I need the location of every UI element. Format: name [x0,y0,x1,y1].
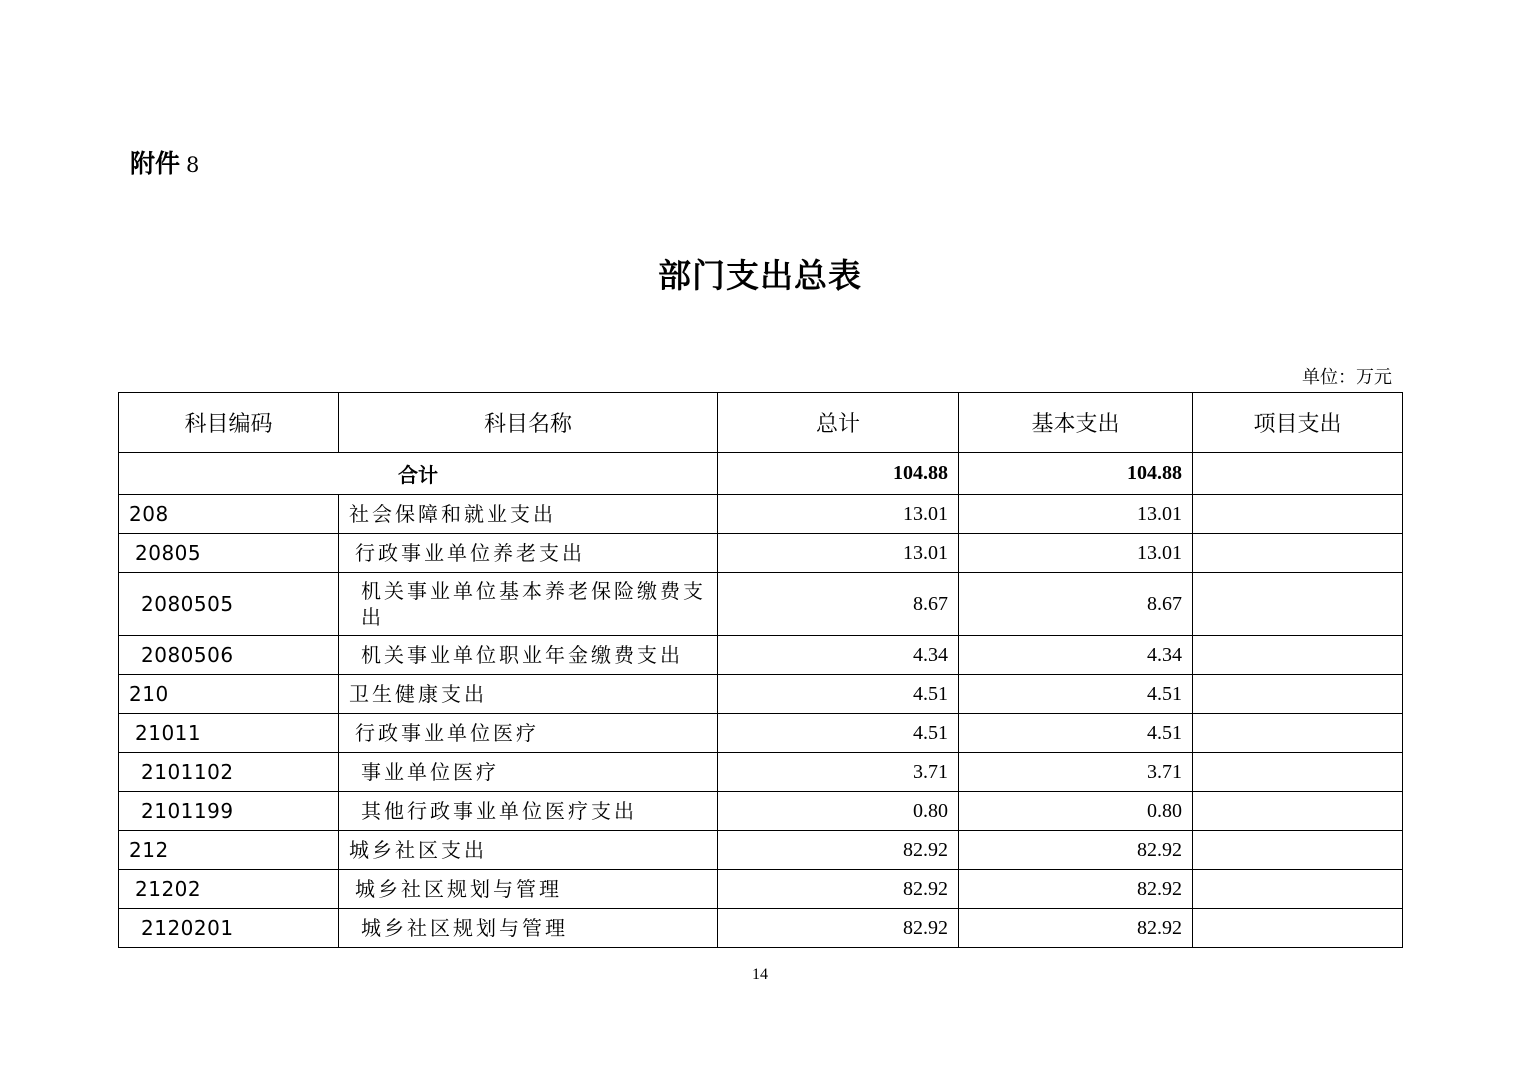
table-row [119,831,1403,870]
row-total: 4.51 [718,714,959,753]
table-header-row [119,393,1403,453]
row-total: 8.67 [718,573,959,636]
row-project [1193,870,1403,909]
row-basic: 8.67 [959,573,1193,636]
row-total: 4.51 [718,675,959,714]
row-project [1193,714,1403,753]
total-label: 合计 [119,453,718,495]
row-basic: 82.92 [959,909,1193,948]
table-row [119,870,1403,909]
row-project [1193,831,1403,870]
row-project [1193,675,1403,714]
table-row [119,792,1403,831]
row-code: 2120201 [119,909,339,948]
row-name: 其他行政事业单位医疗支出 [339,792,718,831]
row-project [1193,909,1403,948]
row-project [1193,792,1403,831]
row-code: 208 [119,495,339,534]
unit-label: 单位：万元 [1302,367,1392,388]
table-row [119,573,1403,636]
row-basic: 3.71 [959,753,1193,792]
row-name: 行政事业单位养老支出 [339,534,718,573]
row-name: 行政事业单位医疗 [339,714,718,753]
row-basic: 4.34 [959,636,1193,675]
row-code: 2101102 [119,753,339,792]
row-name: 城乡社区支出 [339,831,718,870]
row-project [1193,753,1403,792]
table-row [119,636,1403,675]
row-project [1193,495,1403,534]
row-name: 社会保障和就业支出 [339,495,718,534]
total-project [1193,453,1403,495]
row-code: 21202 [119,870,339,909]
header-name: 科目名称 [339,393,718,453]
row-total: 13.01 [718,534,959,573]
row-basic: 4.51 [959,675,1193,714]
total-total: 104.88 [718,453,959,495]
row-code: 2080506 [119,636,339,675]
page-title: 部门支出总表 [658,256,862,295]
header-code: 科目编码 [119,393,339,453]
expenditure-table [118,392,1403,948]
header-project: 项目支出 [1193,393,1403,453]
row-basic: 4.51 [959,714,1193,753]
table-row [119,714,1403,753]
row-code: 20805 [119,534,339,573]
row-total: 82.92 [718,831,959,870]
row-name: 城乡社区规划与管理 [339,870,718,909]
table-row [119,495,1403,534]
table-row [119,675,1403,714]
row-basic: 13.01 [959,495,1193,534]
row-total: 4.34 [718,636,959,675]
total-basic: 104.88 [959,453,1193,495]
row-code: 2101199 [119,792,339,831]
row-name: 机关事业单位基本养老保险缴费支出 [339,573,718,636]
row-code: 2080505 [119,573,339,636]
row-project [1193,636,1403,675]
attachment-number: 8 [186,153,200,177]
page-number: 14 [752,966,768,983]
table-row [119,909,1403,948]
row-code: 210 [119,675,339,714]
header-basic: 基本支出 [959,393,1193,453]
row-total: 0.80 [718,792,959,831]
total-row [119,453,1403,495]
attachment-text: 附件 [130,149,181,178]
row-name: 事业单位医疗 [339,753,718,792]
row-code: 21011 [119,714,339,753]
row-basic: 82.92 [959,870,1193,909]
row-basic: 0.80 [959,792,1193,831]
row-project [1193,573,1403,636]
table-row [119,753,1403,792]
row-name: 机关事业单位职业年金缴费支出 [339,636,718,675]
table-row [119,534,1403,573]
row-total: 13.01 [718,495,959,534]
header-total: 总计 [718,393,959,453]
row-total: 82.92 [718,870,959,909]
attachment-label [130,144,199,180]
row-code: 212 [119,831,339,870]
row-total: 82.92 [718,909,959,948]
row-basic: 13.01 [959,534,1193,573]
row-project [1193,534,1403,573]
row-basic: 82.92 [959,831,1193,870]
row-total: 3.71 [718,753,959,792]
row-name: 卫生健康支出 [339,675,718,714]
row-name: 城乡社区规划与管理 [339,909,718,948]
